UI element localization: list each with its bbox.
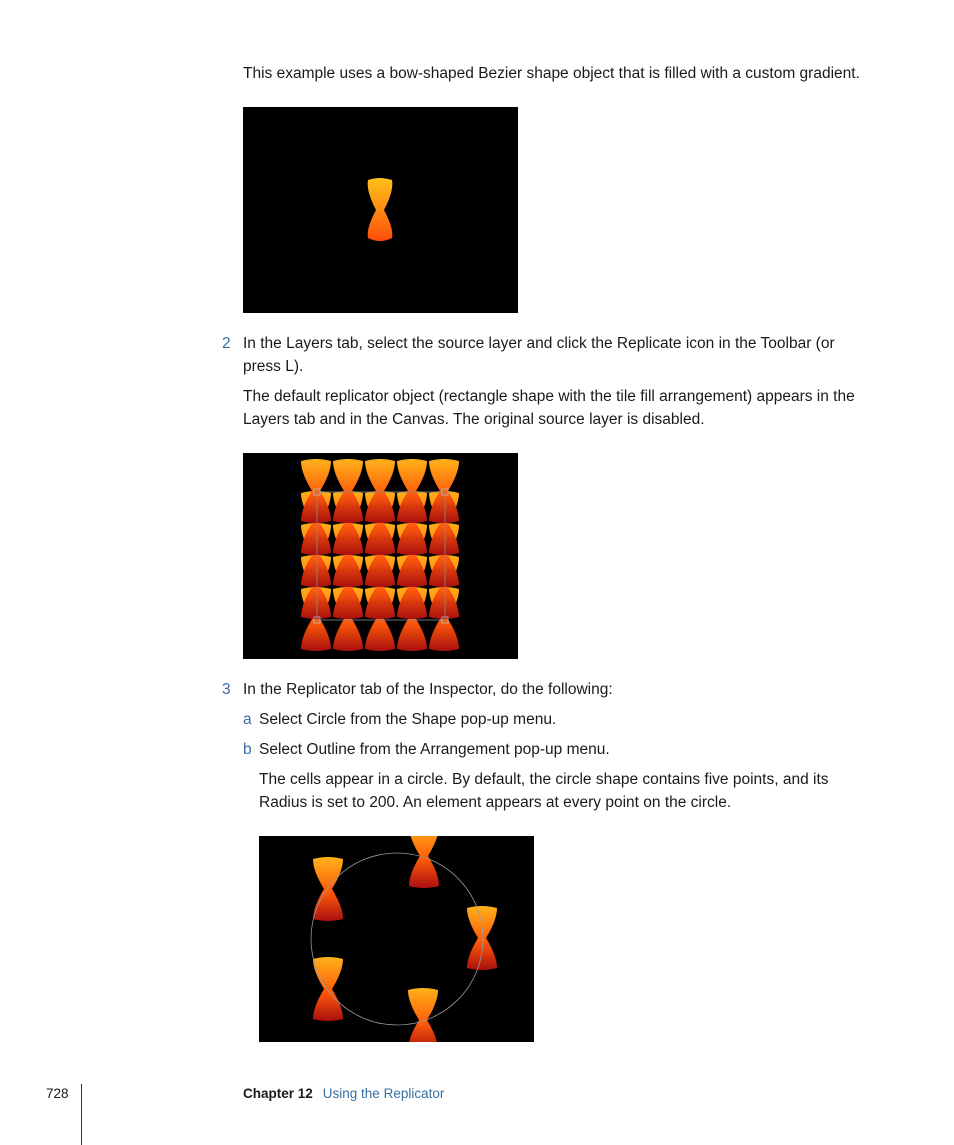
tile-cell: [365, 459, 395, 523]
step-3-number: 3: [222, 681, 231, 698]
circle-cell-5: [313, 857, 343, 921]
bow-shape: [368, 178, 393, 241]
chapter-title: Using the Replicator: [322, 1086, 445, 1101]
page-number: 728: [46, 1086, 69, 1101]
tile-grid-canvas: [243, 453, 518, 659]
step-3-text: In the Replicator tab of the Inspector, do the following:: [243, 681, 613, 698]
substep-a-text: Select Circle from the Shape pop-up menu.: [259, 711, 557, 728]
circle-cell-3: [408, 988, 438, 1042]
tile-grid-screenshot: [243, 453, 518, 659]
tile-cell: [301, 459, 331, 523]
tile-cell: [333, 459, 363, 523]
single-bow-canvas: [243, 107, 518, 313]
substep-a-letter: a: [243, 711, 252, 728]
single-bow-screenshot: [243, 107, 518, 313]
intro-paragraph: This example uses a bow-shaped Bezier shape object that is filled with a custom gradient.: [243, 65, 860, 82]
substep-b-text: Select Outline from the Arrangement pop-up menu.: [259, 741, 610, 758]
circle-cell-4: [313, 957, 343, 1021]
circle-cell-2: [467, 906, 497, 970]
tile-cell: [397, 459, 427, 523]
step-2-note: The default replicator object (rectangle shape with the tile fill arrangement) appears in the Layers tab and in the Canvas. The original source layer is disabled.: [243, 388, 855, 428]
chapter-label: Chapter 12: [243, 1086, 313, 1101]
footer-chapter: [243, 1086, 444, 1101]
circle-outline-canvas: [259, 836, 534, 1042]
step-2-number: 2: [222, 335, 231, 352]
tile-cell: [429, 459, 459, 523]
step-3-note: The cells appear in a circle. By default, the circle shape contains five points, and its Radius is set to 200. An element appears at every point on the circle.: [259, 771, 829, 811]
step-2-text: In the Layers tab, select the source layer and click the Replicate icon in the Toolbar (or press L).: [243, 335, 835, 375]
circle-outline-screenshot: [259, 836, 534, 1042]
footer-divider: [81, 1084, 82, 1145]
substep-b-letter: b: [243, 741, 252, 758]
